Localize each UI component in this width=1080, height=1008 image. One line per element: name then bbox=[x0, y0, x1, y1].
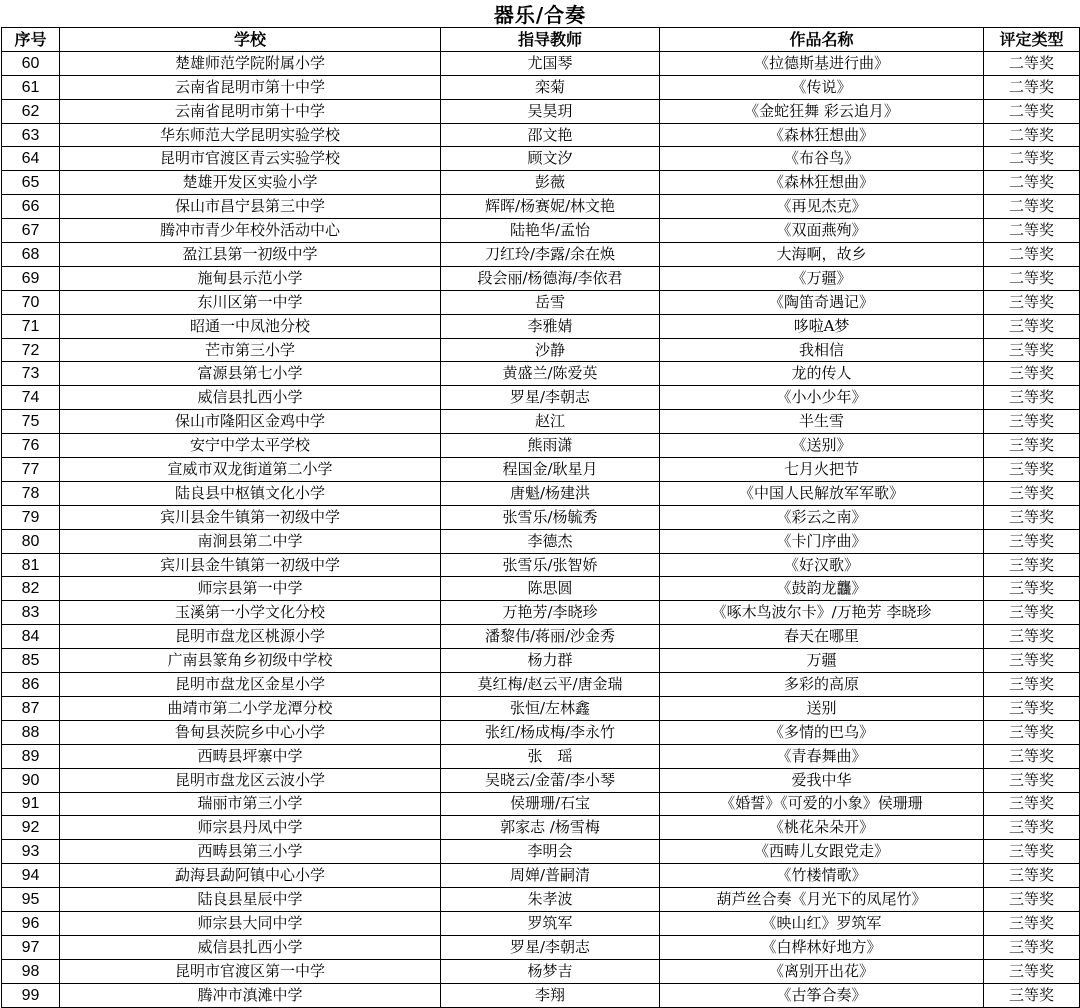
table-row bbox=[2, 243, 1080, 267]
cell-number: 68 bbox=[2, 243, 60, 267]
cell-teacher: 彭薇 bbox=[441, 171, 660, 195]
cell-work-title: 《再见杰克》 bbox=[660, 195, 984, 219]
cell-school: 鲁甸县茨院乡中心小学 bbox=[60, 720, 441, 744]
cell-number: 97 bbox=[2, 935, 60, 959]
cell-number: 77 bbox=[2, 458, 60, 482]
table-row bbox=[2, 983, 1080, 1007]
table-row bbox=[2, 864, 1080, 888]
cell-number: 76 bbox=[2, 434, 60, 458]
table-row bbox=[2, 577, 1080, 601]
table-row bbox=[2, 51, 1080, 75]
cell-school: 师宗县丹凤中学 bbox=[60, 816, 441, 840]
cell-work-title: 《小小少年》 bbox=[660, 386, 984, 410]
cell-teacher: 邵文艳 bbox=[441, 123, 660, 147]
table-row bbox=[2, 768, 1080, 792]
cell-work-title: 《卡门序曲》 bbox=[660, 529, 984, 553]
table-row bbox=[2, 458, 1080, 482]
cell-school: 西畴县坪寨中学 bbox=[60, 744, 441, 768]
cell-award-type: 二等奖 bbox=[984, 243, 1080, 267]
cell-teacher: 赵江 bbox=[441, 410, 660, 434]
table-row bbox=[2, 386, 1080, 410]
cell-award-type: 二等奖 bbox=[984, 75, 1080, 99]
cell-award-type: 三等奖 bbox=[984, 816, 1080, 840]
table-row bbox=[2, 911, 1080, 935]
cell-number: 71 bbox=[2, 314, 60, 338]
cell-work-title: 《送别》 bbox=[660, 434, 984, 458]
cell-award-type: 三等奖 bbox=[984, 792, 1080, 816]
cell-work-title: 《竹楼情歌》 bbox=[660, 864, 984, 888]
cell-work-title: 《拉德斯基进行曲》 bbox=[660, 51, 984, 75]
cell-award-type: 三等奖 bbox=[984, 577, 1080, 601]
cell-teacher: 吴昊玥 bbox=[441, 99, 660, 123]
cell-award-type: 二等奖 bbox=[984, 266, 1080, 290]
cell-school: 云南省昆明市第十中学 bbox=[60, 99, 441, 123]
cell-teacher: 程国金/耿星月 bbox=[441, 458, 660, 482]
table-row bbox=[2, 696, 1080, 720]
cell-work-title: 《彩云之南》 bbox=[660, 505, 984, 529]
cell-teacher: 黄盛兰/陈爱英 bbox=[441, 362, 660, 386]
cell-school: 陆良县中枢镇文化小学 bbox=[60, 481, 441, 505]
cell-number: 73 bbox=[2, 362, 60, 386]
cell-award-type: 二等奖 bbox=[984, 51, 1080, 75]
cell-work-title: 万疆 bbox=[660, 649, 984, 673]
cell-number: 62 bbox=[2, 99, 60, 123]
cell-school: 勐海县勐阿镇中心小学 bbox=[60, 864, 441, 888]
cell-work-title: 《西畴儿女跟党走》 bbox=[660, 840, 984, 864]
cell-school: 盈江县第一初级中学 bbox=[60, 243, 441, 267]
table-body bbox=[2, 51, 1080, 1007]
cell-teacher: 侯珊珊/石宝 bbox=[441, 792, 660, 816]
cell-work-title: 《啄木鸟波尔卡》/万艳芳 李晓珍 bbox=[660, 601, 984, 625]
header-teacher: 指导教师 bbox=[441, 28, 660, 52]
cell-award-type: 三等奖 bbox=[984, 983, 1080, 1007]
cell-award-type: 三等奖 bbox=[984, 744, 1080, 768]
cell-teacher: 陈思圆 bbox=[441, 577, 660, 601]
header-school: 学校 bbox=[60, 28, 441, 52]
table-row bbox=[2, 314, 1080, 338]
cell-work-title: 《中国人民解放军军歌》 bbox=[660, 481, 984, 505]
cell-number: 85 bbox=[2, 649, 60, 673]
cell-number: 90 bbox=[2, 768, 60, 792]
cell-work-title: 七月火把节 bbox=[660, 458, 984, 482]
table-title: 器乐/合奏 bbox=[493, 3, 587, 27]
cell-award-type: 三等奖 bbox=[984, 959, 1080, 983]
cell-school: 西畴县第三小学 bbox=[60, 840, 441, 864]
cell-teacher: 唐魁/杨建洪 bbox=[441, 481, 660, 505]
cell-school: 宣威市双龙街道第二小学 bbox=[60, 458, 441, 482]
cell-teacher: 罗星/李朝志 bbox=[441, 935, 660, 959]
cell-work-title: 半生雪 bbox=[660, 410, 984, 434]
table-row bbox=[2, 720, 1080, 744]
cell-teacher: 郭家志 /杨雪梅 bbox=[441, 816, 660, 840]
cell-work-title: 葫芦丝合奏《月光下的凤尾竹》 bbox=[660, 888, 984, 912]
cell-number: 75 bbox=[2, 410, 60, 434]
table-row bbox=[2, 816, 1080, 840]
header-number: 序号 bbox=[2, 28, 60, 52]
cell-teacher: 张雪乐/杨毓秀 bbox=[441, 505, 660, 529]
cell-school: 安宁中学太平学校 bbox=[60, 434, 441, 458]
cell-work-title: 《桃花朵朵开》 bbox=[660, 816, 984, 840]
cell-number: 99 bbox=[2, 983, 60, 1007]
cell-number: 94 bbox=[2, 864, 60, 888]
cell-teacher: 张 瑶 bbox=[441, 744, 660, 768]
cell-award-type: 二等奖 bbox=[984, 99, 1080, 123]
cell-school: 昭通一中凤池分校 bbox=[60, 314, 441, 338]
cell-teacher: 李翔 bbox=[441, 983, 660, 1007]
header-award-type: 评定类型 bbox=[984, 28, 1080, 52]
cell-teacher: 罗筑军 bbox=[441, 911, 660, 935]
cell-teacher: 段会丽/杨德海/李依君 bbox=[441, 266, 660, 290]
cell-work-title: 《离别开出花》 bbox=[660, 959, 984, 983]
cell-work-title: 爱我中华 bbox=[660, 768, 984, 792]
cell-number: 60 bbox=[2, 51, 60, 75]
cell-school: 腾冲市滇滩中学 bbox=[60, 983, 441, 1007]
cell-number: 89 bbox=[2, 744, 60, 768]
cell-work-title: 《森林狂想曲》 bbox=[660, 171, 984, 195]
cell-award-type: 二等奖 bbox=[984, 219, 1080, 243]
table-row bbox=[2, 529, 1080, 553]
cell-number: 86 bbox=[2, 673, 60, 697]
cell-award-type: 三等奖 bbox=[984, 362, 1080, 386]
cell-school: 玉溪第一小学文化分校 bbox=[60, 601, 441, 625]
cell-number: 72 bbox=[2, 338, 60, 362]
cell-work-title: 《青春舞曲》 bbox=[660, 744, 984, 768]
cell-number: 98 bbox=[2, 959, 60, 983]
cell-teacher: 陆艳华/孟怡 bbox=[441, 219, 660, 243]
table-row bbox=[2, 888, 1080, 912]
cell-teacher: 张恒/左林鑫 bbox=[441, 696, 660, 720]
cell-school: 师宗县大同中学 bbox=[60, 911, 441, 935]
header-row bbox=[2, 28, 1080, 52]
cell-work-title: 龙的传人 bbox=[660, 362, 984, 386]
cell-award-type: 三等奖 bbox=[984, 888, 1080, 912]
cell-school: 瑞丽市第三小学 bbox=[60, 792, 441, 816]
cell-award-type: 三等奖 bbox=[984, 696, 1080, 720]
cell-teacher: 周婵/普嗣清 bbox=[441, 864, 660, 888]
table-row bbox=[2, 75, 1080, 99]
cell-school: 威信县扎西小学 bbox=[60, 386, 441, 410]
cell-award-type: 三等奖 bbox=[984, 290, 1080, 314]
cell-award-type: 三等奖 bbox=[984, 338, 1080, 362]
cell-teacher: 杨梦吉 bbox=[441, 959, 660, 983]
cell-number: 69 bbox=[2, 266, 60, 290]
cell-school: 昆明市盘龙区云波小学 bbox=[60, 768, 441, 792]
table-row bbox=[2, 625, 1080, 649]
cell-work-title: 《陶笛奇遇记》 bbox=[660, 290, 984, 314]
table-row bbox=[2, 505, 1080, 529]
cell-number: 81 bbox=[2, 553, 60, 577]
table-row bbox=[2, 219, 1080, 243]
cell-teacher: 罗星/李朝志 bbox=[441, 386, 660, 410]
table-row bbox=[2, 171, 1080, 195]
cell-award-type: 三等奖 bbox=[984, 458, 1080, 482]
cell-award-type: 三等奖 bbox=[984, 553, 1080, 577]
cell-number: 83 bbox=[2, 601, 60, 625]
cell-award-type: 二等奖 bbox=[984, 171, 1080, 195]
table-row bbox=[2, 290, 1080, 314]
table-row bbox=[2, 123, 1080, 147]
cell-number: 93 bbox=[2, 840, 60, 864]
cell-work-title: 《万疆》 bbox=[660, 266, 984, 290]
cell-number: 79 bbox=[2, 505, 60, 529]
cell-number: 64 bbox=[2, 147, 60, 171]
cell-teacher: 张红/杨成梅/李永竹 bbox=[441, 720, 660, 744]
cell-school: 富源县第七小学 bbox=[60, 362, 441, 386]
cell-work-title: 《布谷鸟》 bbox=[660, 147, 984, 171]
table-row bbox=[2, 434, 1080, 458]
cell-school: 昆明市盘龙区金星小学 bbox=[60, 673, 441, 697]
table-row bbox=[2, 601, 1080, 625]
cell-work-title: 《双面燕殉》 bbox=[660, 219, 984, 243]
table-row bbox=[2, 338, 1080, 362]
cell-teacher: 朱孝波 bbox=[441, 888, 660, 912]
header-work-title: 作品名称 bbox=[660, 28, 984, 52]
cell-award-type: 三等奖 bbox=[984, 625, 1080, 649]
cell-teacher: 刀红玲/李露/余在焕 bbox=[441, 243, 660, 267]
cell-number: 74 bbox=[2, 386, 60, 410]
cell-number: 96 bbox=[2, 911, 60, 935]
cell-school: 宾川县金牛镇第一初级中学 bbox=[60, 553, 441, 577]
cell-work-title: 春天在哪里 bbox=[660, 625, 984, 649]
cell-award-type: 三等奖 bbox=[984, 911, 1080, 935]
cell-school: 昆明市盘龙区桃源小学 bbox=[60, 625, 441, 649]
table-row bbox=[2, 195, 1080, 219]
cell-number: 80 bbox=[2, 529, 60, 553]
cell-school: 东川区第一中学 bbox=[60, 290, 441, 314]
cell-number: 95 bbox=[2, 888, 60, 912]
cell-school: 华东师范大学昆明实验学校 bbox=[60, 123, 441, 147]
cell-school: 保山市隆阳区金鸡中学 bbox=[60, 410, 441, 434]
cell-number: 78 bbox=[2, 481, 60, 505]
cell-school: 陆良县星辰中学 bbox=[60, 888, 441, 912]
cell-work-title: 我相信 bbox=[660, 338, 984, 362]
cell-award-type: 三等奖 bbox=[984, 481, 1080, 505]
cell-teacher: 熊雨潇 bbox=[441, 434, 660, 458]
cell-teacher: 李雅婧 bbox=[441, 314, 660, 338]
table-row bbox=[2, 410, 1080, 434]
cell-work-title: 《映山红》罗筑军 bbox=[660, 911, 984, 935]
cell-school: 腾冲市青少年校外活动中心 bbox=[60, 219, 441, 243]
cell-award-type: 三等奖 bbox=[984, 601, 1080, 625]
cell-award-type: 三等奖 bbox=[984, 314, 1080, 338]
cell-work-title: 《白桦林好地方》 bbox=[660, 935, 984, 959]
cell-award-type: 二等奖 bbox=[984, 123, 1080, 147]
cell-award-type: 三等奖 bbox=[984, 864, 1080, 888]
cell-teacher: 万艳芳/李晓珍 bbox=[441, 601, 660, 625]
cell-number: 84 bbox=[2, 625, 60, 649]
cell-teacher: 杨力群 bbox=[441, 649, 660, 673]
cell-number: 92 bbox=[2, 816, 60, 840]
table-row bbox=[2, 840, 1080, 864]
cell-school: 保山市昌宁县第三中学 bbox=[60, 195, 441, 219]
cell-number: 87 bbox=[2, 696, 60, 720]
cell-teacher: 辉晖/杨赛妮/林文艳 bbox=[441, 195, 660, 219]
cell-award-type: 三等奖 bbox=[984, 386, 1080, 410]
cell-number: 61 bbox=[2, 75, 60, 99]
table-row bbox=[2, 673, 1080, 697]
cell-teacher: 吴晓云/金蕾/李小琴 bbox=[441, 768, 660, 792]
cell-work-title: 《森林狂想曲》 bbox=[660, 123, 984, 147]
cell-work-title: 《传说》 bbox=[660, 75, 984, 99]
cell-award-type: 三等奖 bbox=[984, 673, 1080, 697]
cell-award-type: 三等奖 bbox=[984, 840, 1080, 864]
table-row bbox=[2, 99, 1080, 123]
cell-work-title: 《婚誓》《可爱的小象》侯珊珊 bbox=[660, 792, 984, 816]
cell-school: 楚雄开发区实验小学 bbox=[60, 171, 441, 195]
cell-school: 广南县篆角乡初级中学校 bbox=[60, 649, 441, 673]
cell-work-title: 多彩的高原 bbox=[660, 673, 984, 697]
cell-number: 66 bbox=[2, 195, 60, 219]
cell-award-type: 二等奖 bbox=[984, 147, 1080, 171]
table-row bbox=[2, 147, 1080, 171]
cell-number: 70 bbox=[2, 290, 60, 314]
cell-teacher: 尤国琴 bbox=[441, 51, 660, 75]
cell-school: 曲靖市第二小学龙潭分校 bbox=[60, 696, 441, 720]
cell-work-title: 《金蛇狂舞 彩云追月》 bbox=[660, 99, 984, 123]
cell-work-title: 《好汉歌》 bbox=[660, 553, 984, 577]
cell-work-title: 送别 bbox=[660, 696, 984, 720]
cell-teacher: 岳雪 bbox=[441, 290, 660, 314]
cell-award-type: 三等奖 bbox=[984, 529, 1080, 553]
table-row bbox=[2, 481, 1080, 505]
cell-school: 云南省昆明市第十中学 bbox=[60, 75, 441, 99]
cell-award-type: 三等奖 bbox=[984, 935, 1080, 959]
cell-award-type: 三等奖 bbox=[984, 649, 1080, 673]
table-row bbox=[2, 792, 1080, 816]
cell-school: 楚雄师范学院附属小学 bbox=[60, 51, 441, 75]
table-row bbox=[2, 959, 1080, 983]
cell-award-type: 二等奖 bbox=[984, 195, 1080, 219]
cell-award-type: 三等奖 bbox=[984, 434, 1080, 458]
cell-school: 昆明市官渡区青云实验学校 bbox=[60, 147, 441, 171]
cell-teacher: 莫红梅/赵云平/唐金瑞 bbox=[441, 673, 660, 697]
table-row bbox=[2, 744, 1080, 768]
table-row bbox=[2, 266, 1080, 290]
cell-school: 昆明市官渡区第一中学 bbox=[60, 959, 441, 983]
table-row bbox=[2, 362, 1080, 386]
cell-award-type: 三等奖 bbox=[984, 720, 1080, 744]
cell-number: 91 bbox=[2, 792, 60, 816]
cell-teacher: 沙静 bbox=[441, 338, 660, 362]
table-row bbox=[2, 935, 1080, 959]
cell-work-title: 大海啊，故乡 bbox=[660, 243, 984, 267]
cell-number: 63 bbox=[2, 123, 60, 147]
table-row bbox=[2, 553, 1080, 577]
cell-teacher: 李德杰 bbox=[441, 529, 660, 553]
cell-teacher: 潘黎伟/蒋丽/沙金秀 bbox=[441, 625, 660, 649]
cell-number: 82 bbox=[2, 577, 60, 601]
cell-teacher: 栾菊 bbox=[441, 75, 660, 99]
cell-school: 师宗县第一中学 bbox=[60, 577, 441, 601]
cell-award-type: 三等奖 bbox=[984, 505, 1080, 529]
cell-teacher: 张雪乐/张智娇 bbox=[441, 553, 660, 577]
cell-work-title: 《古筝合奏》 bbox=[660, 983, 984, 1007]
cell-school: 宾川县金牛镇第一初级中学 bbox=[60, 505, 441, 529]
cell-teacher: 顾文汐 bbox=[441, 147, 660, 171]
cell-work-title: 哆啦A梦 bbox=[660, 314, 984, 338]
cell-number: 67 bbox=[2, 219, 60, 243]
cell-work-title: 《鼓韵龙龘》 bbox=[660, 577, 984, 601]
cell-work-title: 《多情的巴乌》 bbox=[660, 720, 984, 744]
cell-school: 施甸县示范小学 bbox=[60, 266, 441, 290]
cell-award-type: 三等奖 bbox=[984, 410, 1080, 434]
table-row bbox=[2, 649, 1080, 673]
cell-award-type: 三等奖 bbox=[984, 768, 1080, 792]
awards-table bbox=[1, 27, 1080, 1008]
cell-number: 88 bbox=[2, 720, 60, 744]
cell-school: 南涧县第二中学 bbox=[60, 529, 441, 553]
cell-number: 65 bbox=[2, 171, 60, 195]
cell-teacher: 李明会 bbox=[441, 840, 660, 864]
cell-school: 芒市第三小学 bbox=[60, 338, 441, 362]
cell-school: 威信县扎西小学 bbox=[60, 935, 441, 959]
